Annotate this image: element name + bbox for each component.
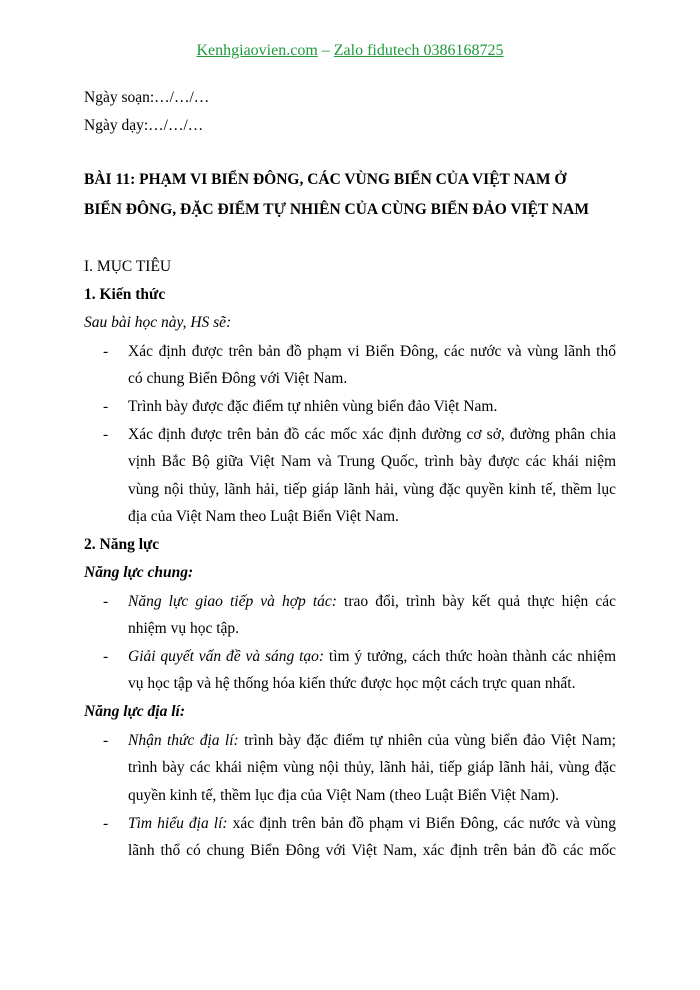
geo-bullet-2-text: xác định trên bản đồ phạm vi Biển Đông, các nước và vùng <box>227 815 617 832</box>
general-bullet-1-label: Năng lực giao tiếp và hợp tác: <box>128 593 337 610</box>
knowledge-bullet-3-line-1: Xác định được trên bản đồ các mốc xác định đường cơ sở, đường phân chia <box>128 426 616 443</box>
knowledge-bullet-3-line-4: địa của Việt Nam theo Luật Biển Việt Nam. <box>128 508 399 525</box>
knowledge-bullet-2-line-1: Trình bày được đặc điểm tự nhiên vùng biển đảo Việt Nam. <box>128 398 498 415</box>
geo-bullet-2-line-1 <box>128 814 616 834</box>
bullet-dash: - <box>103 343 109 360</box>
general-competence-heading: Năng lực chung: <box>84 564 194 581</box>
bullet-dash: - <box>103 593 109 610</box>
bullet-dash: - <box>103 732 109 749</box>
geo-bullet-1-label: Nhận thức địa lí: <box>128 732 239 749</box>
general-bullet-2-text: tìm ý tưởng, cách thức hoàn thành các nhiệm <box>324 648 616 665</box>
geo-bullet-1-line-3: quyền kinh tế, thềm lục địa của Việt Nam (theo Luật Biển Việt Nam). <box>128 787 560 804</box>
geo-competence-heading: Năng lực địa lí: <box>84 703 185 720</box>
bullet-dash: - <box>103 648 109 665</box>
header-contact-link[interactable]: Zalo fidutech 0386168725 <box>333 42 504 59</box>
geo-bullet-1-line-1 <box>128 731 616 751</box>
date-prepared: Ngày soạn:…/…/… <box>84 89 210 106</box>
general-bullet-2-line-2: vụ học tập và hệ thống hóa kiến thức được học một cách trực quan nhất. <box>128 675 576 692</box>
geo-bullet-2-label: Tìm hiểu địa lí: <box>128 815 228 832</box>
page-header <box>0 42 700 60</box>
general-bullet-2-label: Giải quyết vấn đề và sáng tạo: <box>128 648 325 665</box>
general-bullet-2-line-1 <box>128 647 616 667</box>
general-bullet-1-text: trao đổi, trình bày kết quả thực hiện các <box>336 593 616 610</box>
bullet-dash: - <box>103 398 109 415</box>
header-site-link[interactable]: Kenhgiaovien.com <box>196 42 318 59</box>
geo-bullet-2-line-2: lãnh thổ có chung Biển Đông với Việt Nam, xác định trên bản đồ các mốc <box>128 842 616 859</box>
date-taught: Ngày dạy:…/…/… <box>84 117 204 134</box>
knowledge-bullet-3-line-2: vịnh Bắc Bộ giữa Việt Nam và Trung Quốc, trình bày được các khái niệm <box>128 453 616 470</box>
subsection-heading-competence: 2. Năng lực <box>84 536 160 553</box>
lesson-title-line-2: BIỂN ĐÔNG, ĐẶC ĐIỂM TỰ NHIÊN CỦA CÙNG BIỂN ĐẢO VIỆT NAM <box>84 201 589 218</box>
lesson-title-line-1: BÀI 11: PHẠM VI BIỂN ĐÔNG, CÁC VÙNG BIỂN CỦA VIỆT NAM Ở <box>84 171 567 188</box>
knowledge-bullet-1-line-2: có chung Biển Đông với Việt Nam. <box>128 370 348 387</box>
general-bullet-1-line-1 <box>128 592 616 612</box>
knowledge-bullet-3-line-3: vùng nội thủy, lãnh hải, tiếp giáp lãnh hải, vùng đặc quyền kinh tế, thềm lục <box>128 481 616 498</box>
knowledge-bullet-1-line-1: Xác định được trên bản đồ phạm vi Biển Đông, các nước và vùng lãnh thổ <box>128 343 616 360</box>
geo-bullet-1-line-2: trình bày các khái niệm vùng nội thủy, lãnh hải, tiếp giáp lãnh hải, vùng đặc <box>128 759 616 776</box>
knowledge-intro: Sau bài học này, HS sẽ: <box>84 314 232 331</box>
general-bullet-1-line-2: nhiệm vụ học tập. <box>128 620 240 637</box>
header-separator: – <box>317 42 334 59</box>
bullet-dash: - <box>103 815 109 832</box>
bullet-dash: - <box>103 426 109 443</box>
geo-bullet-1-text: trình bày đặc điểm tự nhiên của vùng biển đảo Việt Nam; <box>238 732 616 749</box>
section-heading-objectives: I. MỤC TIÊU <box>84 258 172 275</box>
subsection-heading-knowledge: 1. Kiến thức <box>84 286 166 303</box>
